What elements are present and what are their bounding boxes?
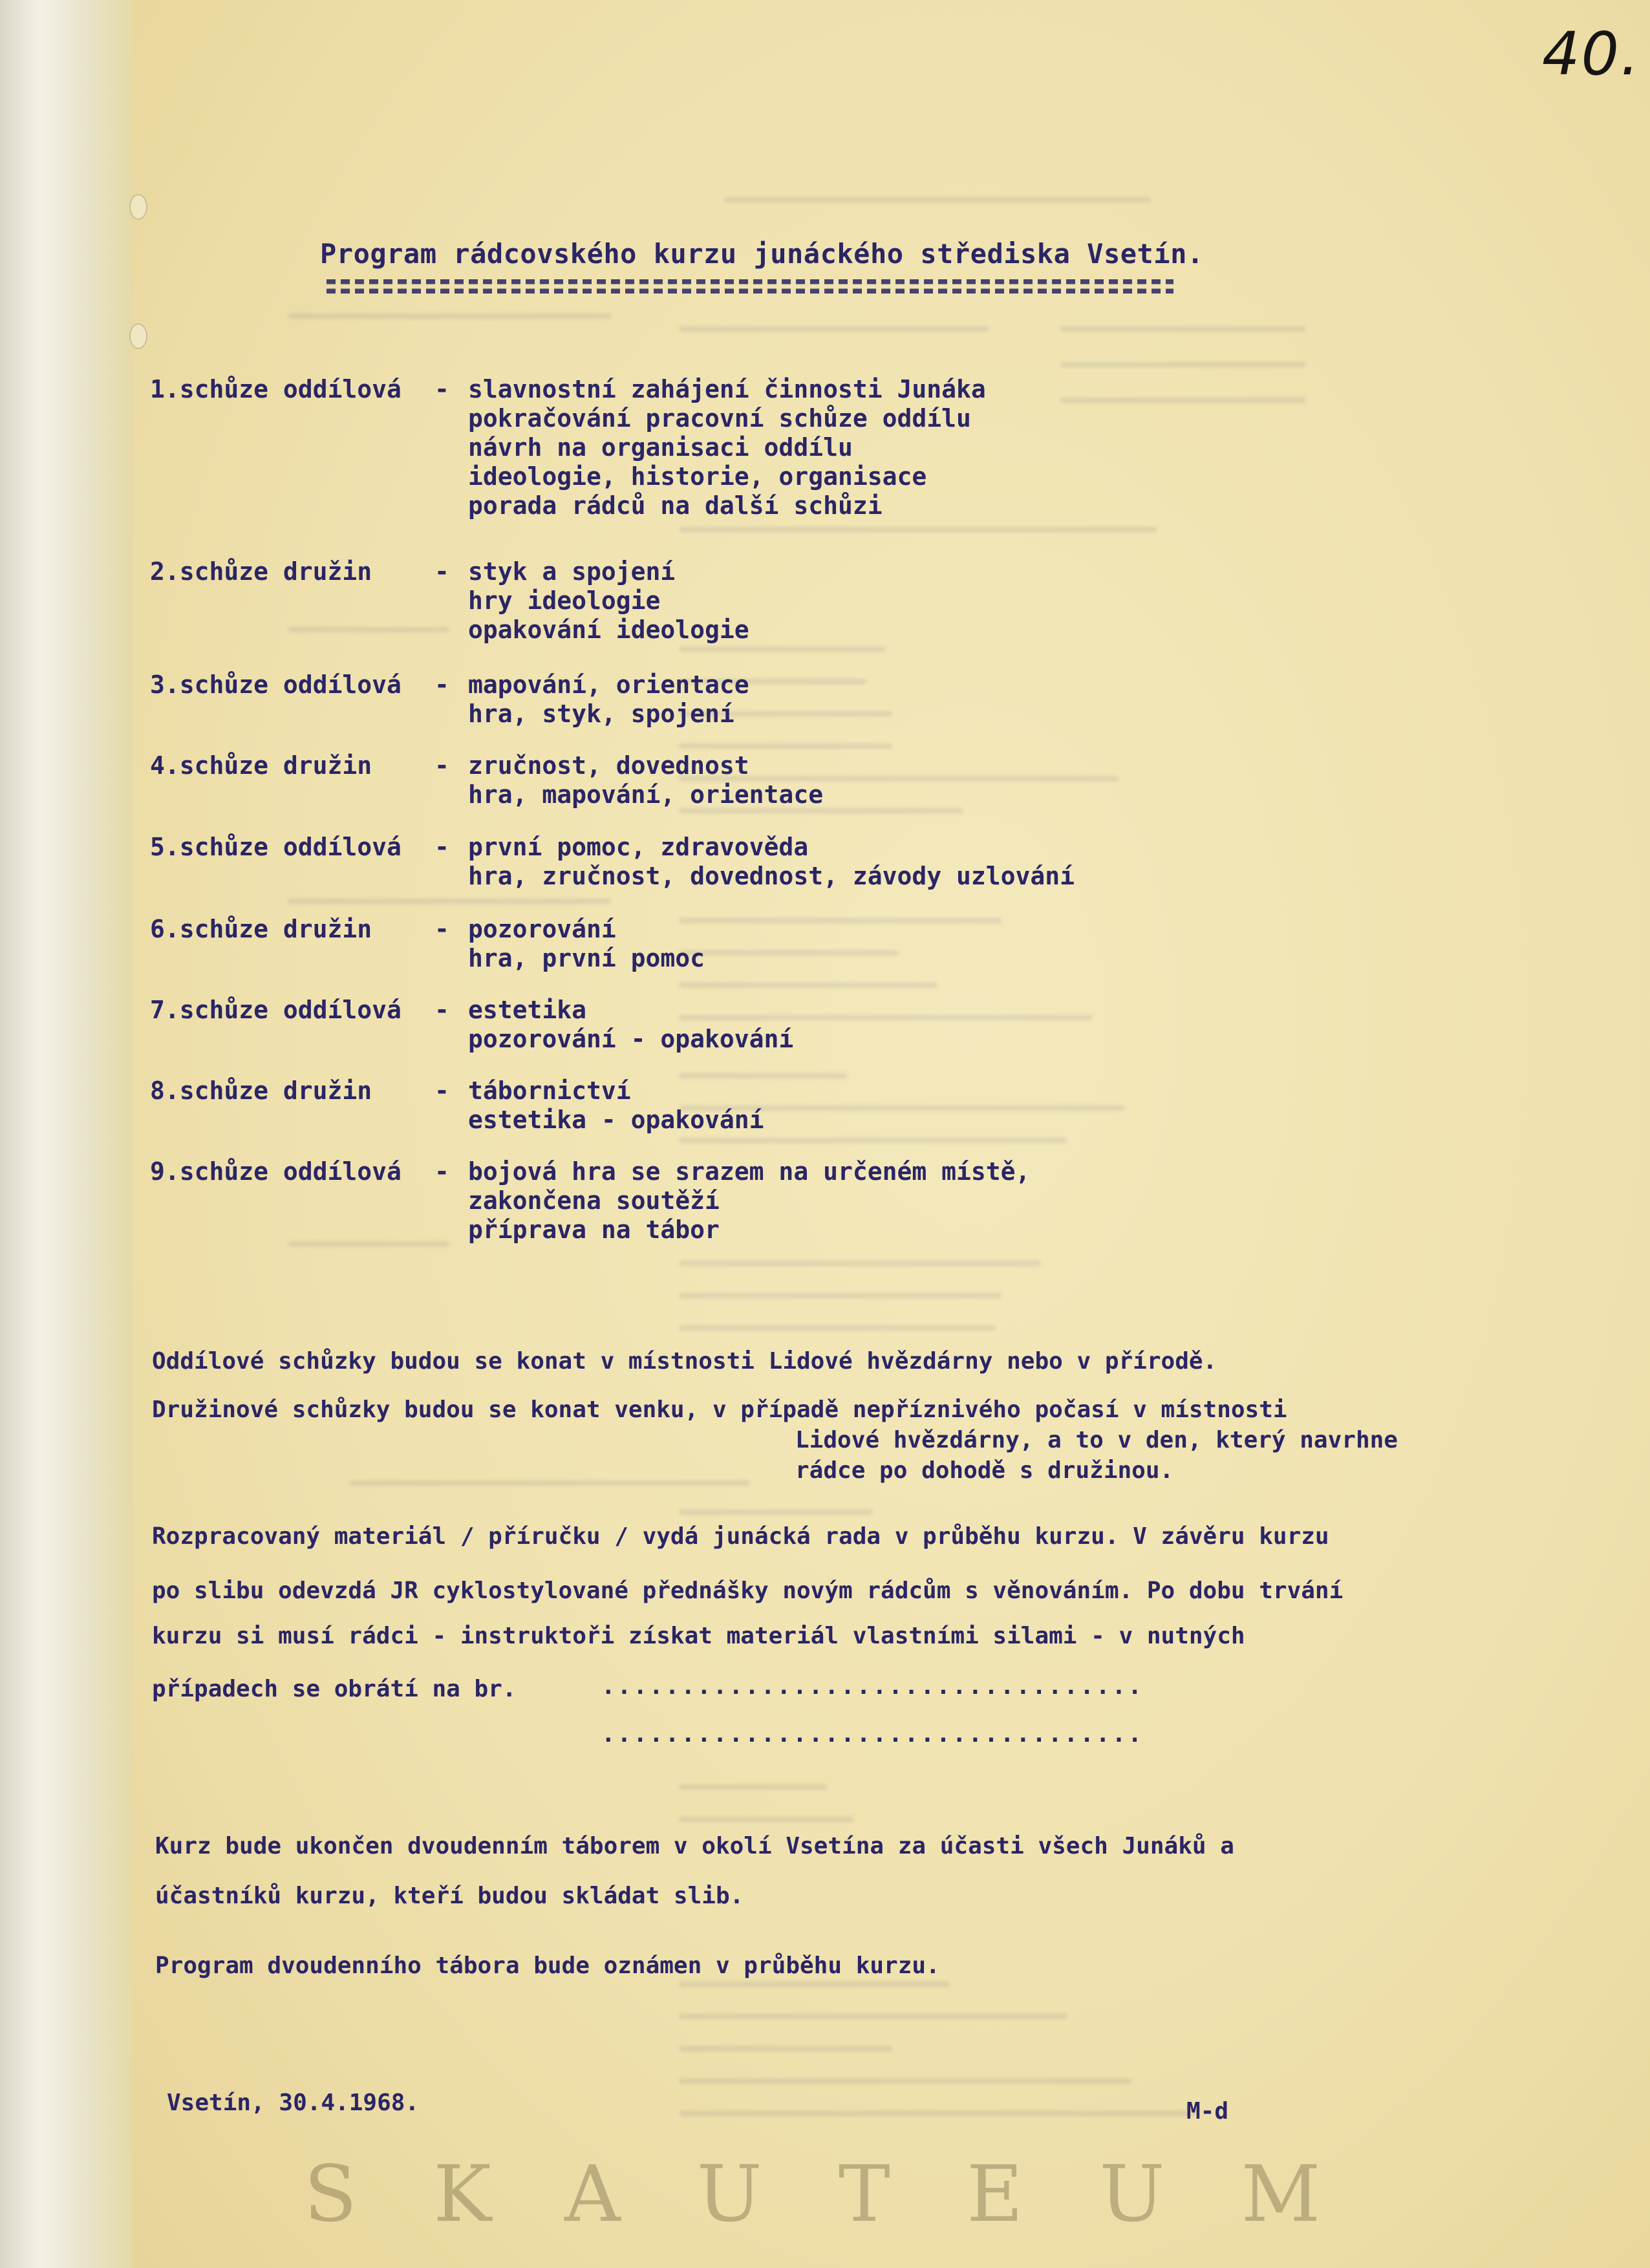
show-through-mark <box>679 744 892 749</box>
meeting-topic: bojová hra se srazem na určeném místě, <box>468 1157 1031 1186</box>
show-through-mark <box>349 1481 750 1486</box>
meeting-topics <box>468 1076 764 1135</box>
meeting-topic: příprava na tábor <box>468 1215 720 1244</box>
show-through-mark <box>288 627 449 632</box>
meeting-topics <box>468 833 1075 891</box>
fill-in-dots: .................................. <box>601 1673 1144 1700</box>
meeting-topics <box>468 375 986 520</box>
meeting-topics <box>468 670 749 729</box>
paragraph-patrol-meetings-line: Družinové schůzky budou se konat venku, v případě nepříznivého počasí v místnosti <box>152 1396 1287 1423</box>
show-through-mark <box>1060 326 1306 332</box>
meeting-topic: opakování ideologie <box>468 615 749 644</box>
paragraph-camp-program: Program dvoudenního tábora bude oznámen v průběhu kurzu. <box>155 1952 940 1979</box>
meeting-label: 5.schůze oddílová <box>150 833 402 861</box>
punch-hole <box>129 323 147 349</box>
paper-sheet <box>133 0 1650 2268</box>
meeting-topics <box>468 557 749 645</box>
document-title: Program rádcovského kurzu junáckého střediska Vsetín. <box>320 238 1204 270</box>
meeting-topic: hra, zručnost, dovednost, závody uzlování <box>468 862 1075 890</box>
meeting-dash: - <box>434 375 449 403</box>
show-through-mark <box>679 1510 873 1515</box>
meeting-topic: návrh na organisaci oddílu <box>468 433 853 462</box>
meeting-topic: hry ideologie <box>468 586 661 615</box>
meeting-topic: hra, mapování, orientace <box>468 780 824 809</box>
show-through-mark <box>679 1261 1041 1266</box>
show-through-mark <box>679 983 938 988</box>
show-through-mark <box>679 1138 1067 1143</box>
meeting-dash: - <box>434 996 449 1024</box>
show-through-mark <box>679 326 989 332</box>
meeting-topic: styk a spojení <box>468 557 676 586</box>
meeting-topic: zručnost, dovednost <box>468 751 749 780</box>
meeting-topic: slavnostní zahájení činnosti Junáka <box>468 375 986 403</box>
meeting-topics <box>468 751 823 809</box>
paragraph-camp-line: Kurz bude ukončen dvoudenním táborem v okolí Vsetína za účasti všech Junáků a <box>155 1833 1234 1859</box>
show-through-mark <box>679 2079 1131 2084</box>
fill-in-dots: .................................. <box>601 1721 1144 1748</box>
meeting-label: 3.schůze oddílová <box>150 670 402 699</box>
meeting-topic: estetika - opakování <box>468 1106 764 1134</box>
meeting-topic: porada rádců na další schůzi <box>468 491 883 520</box>
title-double-underline <box>327 279 1173 294</box>
paragraph-patrol-meetings-line: rádce po dohodě s družinou. <box>795 1457 1174 1484</box>
meeting-topic: ideologie, historie, organisace <box>468 462 927 491</box>
punch-hole <box>129 194 147 220</box>
show-through-mark <box>679 647 886 652</box>
show-through-mark <box>288 314 611 319</box>
meeting-topics <box>468 915 705 973</box>
meeting-topic: estetika <box>468 996 587 1024</box>
paragraph-material-line: po slibu odevzdá JR cyklostylované přednášky novým rádcům s věnováním. Po dobu trvání <box>152 1578 1344 1604</box>
paragraph-material-line: Rozpracovaný materiál / příručku / vydá junácká rada v průběhu kurzu. V závěru kurzu <box>152 1523 1329 1550</box>
page-number: 40. <box>1542 19 1641 89</box>
paragraph-patrol-meetings-line: Lidové hvězdárny, a to v den, který navrhne <box>795 1427 1398 1453</box>
meeting-topic: tábornictví <box>468 1076 631 1105</box>
meeting-label: 6.schůze družin <box>150 915 372 943</box>
show-through-mark <box>1060 398 1306 403</box>
place-and-date: Vsetín, 30.4.1968. <box>167 2090 420 2116</box>
meeting-label: 2.schůze družin <box>150 557 372 586</box>
meeting-topics <box>468 1157 1030 1245</box>
meeting-dash: - <box>434 751 449 780</box>
paragraph-material-line: kurzu si musí rádci - instruktoři získat materiál vlastními silami - v nutných <box>152 1623 1245 1649</box>
show-through-mark <box>679 950 899 956</box>
meeting-dash: - <box>434 1157 449 1186</box>
show-through-mark <box>679 1293 1002 1298</box>
author-initials: M-d <box>1186 2098 1229 2124</box>
meeting-topic: pozorování <box>468 915 616 943</box>
meeting-label: 7.schůze oddílová <box>150 996 402 1024</box>
show-through-mark <box>679 1817 853 1822</box>
show-through-mark <box>679 1982 950 1987</box>
meeting-label: 8.schůze družin <box>150 1076 372 1105</box>
paragraph-troop-meetings: Oddílové schůzky budou se konat v místnosti Lidové hvězdárny nebo v přírodě. <box>152 1348 1217 1375</box>
meeting-topic: první pomoc, zdravověda <box>468 833 809 861</box>
show-through-mark <box>679 1325 996 1331</box>
meeting-dash: - <box>434 833 449 861</box>
show-through-mark <box>679 2014 1067 2019</box>
show-through-mark <box>679 2046 892 2051</box>
meeting-topic: pokračování pracovní schůze oddílu <box>468 404 971 433</box>
show-through-mark <box>679 918 1002 923</box>
paragraph-camp-line: účastníků kurzu, kteří budou skládat slib. <box>155 1883 744 1909</box>
show-through-mark <box>679 527 1157 532</box>
meeting-dash: - <box>434 915 449 943</box>
show-through-mark <box>679 1784 828 1790</box>
meeting-topic: pozorování - opakování <box>468 1025 794 1053</box>
show-through-mark <box>288 899 611 904</box>
meeting-topics <box>468 996 793 1054</box>
meeting-topic: hra, první pomoc <box>468 944 705 972</box>
meeting-topic: zakončena soutěží <box>468 1186 720 1215</box>
meeting-label: 1.schůze oddílová <box>150 375 402 403</box>
paragraph-material-line: případech se obrátí na br. <box>152 1676 517 1702</box>
show-through-mark <box>1060 362 1306 367</box>
show-through-mark <box>679 2111 1196 2116</box>
meeting-dash: - <box>434 1076 449 1105</box>
show-through-mark <box>724 197 1151 202</box>
show-through-mark <box>288 1241 449 1246</box>
meeting-label: 4.schůze družin <box>150 751 372 780</box>
meeting-topic: hra, styk, spojení <box>468 700 734 728</box>
binding-edge <box>0 0 133 2268</box>
meeting-dash: - <box>434 557 449 586</box>
meeting-label: 9.schůze oddílová <box>150 1157 402 1186</box>
meeting-topic: mapování, orientace <box>468 670 749 699</box>
meeting-dash: - <box>434 670 449 699</box>
archive-watermark: SKAUTEUM <box>304 2150 1397 2240</box>
